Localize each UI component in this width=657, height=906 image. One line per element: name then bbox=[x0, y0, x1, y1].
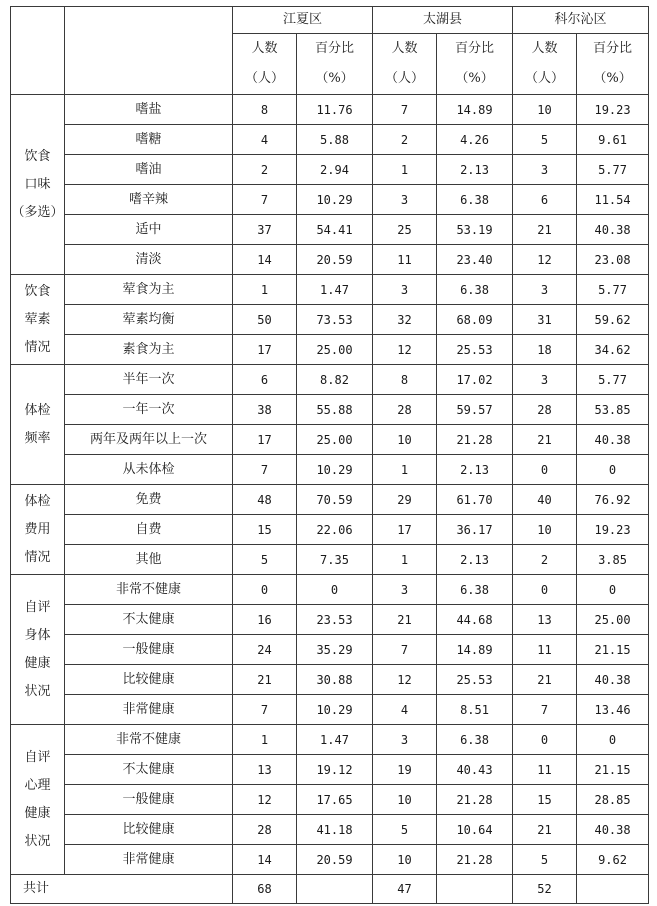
percent-cell: 13.46 bbox=[577, 695, 649, 725]
percent-cell: 5.88 bbox=[297, 125, 373, 155]
count-cell: 3 bbox=[513, 155, 577, 185]
percent-cell: 6.38 bbox=[437, 575, 513, 605]
count-cell: 0 bbox=[233, 575, 297, 605]
percent-cell: 21.28 bbox=[437, 845, 513, 875]
table-row bbox=[11, 215, 649, 245]
row-label: 从未体检 bbox=[65, 455, 233, 485]
count-cell: 40 bbox=[513, 485, 577, 515]
count-cell: 12 bbox=[373, 335, 437, 365]
percent-cell: 53.19 bbox=[437, 215, 513, 245]
total-percent-cell bbox=[437, 875, 513, 904]
count-cell: 5 bbox=[513, 125, 577, 155]
count-cell: 19 bbox=[373, 755, 437, 785]
percent-cell: 44.68 bbox=[437, 605, 513, 635]
percent-cell: 6.38 bbox=[437, 725, 513, 755]
table-row bbox=[11, 695, 649, 725]
percent-cell: 20.59 bbox=[297, 245, 373, 275]
row-label: 一般健康 bbox=[65, 635, 233, 665]
percent-cell: 35.29 bbox=[297, 635, 373, 665]
percent-cell: 21.28 bbox=[437, 785, 513, 815]
percent-cell: 76.92 bbox=[577, 485, 649, 515]
table-row bbox=[11, 185, 649, 215]
count-cell: 0 bbox=[513, 725, 577, 755]
count-cell: 5 bbox=[373, 815, 437, 845]
count-cell: 31 bbox=[513, 305, 577, 335]
percent-cell: 5.77 bbox=[577, 275, 649, 305]
count-cell: 13 bbox=[233, 755, 297, 785]
row-label: 嗜油 bbox=[65, 155, 233, 185]
header-row-regions bbox=[11, 7, 649, 34]
table-row bbox=[11, 95, 649, 125]
category-checkup-cost: 体检 费用 情况 bbox=[11, 485, 65, 575]
percent-cell: 30.88 bbox=[297, 665, 373, 695]
percent-cell: 19.12 bbox=[297, 755, 373, 785]
percent-cell: 17.65 bbox=[297, 785, 373, 815]
percent-cell: 68.09 bbox=[437, 305, 513, 335]
percent-cell: 6.38 bbox=[437, 185, 513, 215]
percent-cell: 21.15 bbox=[577, 755, 649, 785]
count-cell: 5 bbox=[513, 845, 577, 875]
row-label: 其他 bbox=[65, 545, 233, 575]
row-label: 自费 bbox=[65, 515, 233, 545]
count-cell: 6 bbox=[513, 185, 577, 215]
row-label: 非常健康 bbox=[65, 845, 233, 875]
percent-cell: 8.51 bbox=[437, 695, 513, 725]
count-cell: 11 bbox=[373, 245, 437, 275]
percent-cell: 19.23 bbox=[577, 515, 649, 545]
row-label: 比较健康 bbox=[65, 815, 233, 845]
percent-cell: 0 bbox=[577, 455, 649, 485]
table-row bbox=[11, 575, 649, 605]
row-label: 半年一次 bbox=[65, 365, 233, 395]
count-cell: 7 bbox=[373, 635, 437, 665]
region-header-jiangxia: 江夏区 bbox=[233, 7, 373, 34]
percent-cell: 4.26 bbox=[437, 125, 513, 155]
percent-cell: 22.06 bbox=[297, 515, 373, 545]
count-cell: 21 bbox=[513, 425, 577, 455]
count-cell: 3 bbox=[513, 365, 577, 395]
table-row bbox=[11, 485, 649, 515]
percent-cell: 25.00 bbox=[297, 425, 373, 455]
percent-cell: 21.28 bbox=[437, 425, 513, 455]
table-body bbox=[11, 7, 649, 904]
count-cell: 7 bbox=[233, 455, 297, 485]
percent-cell: 0 bbox=[297, 575, 373, 605]
count-cell: 21 bbox=[513, 815, 577, 845]
percent-cell: 20.59 bbox=[297, 845, 373, 875]
percent-cell: 34.62 bbox=[577, 335, 649, 365]
table-row bbox=[11, 635, 649, 665]
count-header: 人数 （人） bbox=[233, 34, 297, 95]
count-cell: 37 bbox=[233, 215, 297, 245]
count-cell: 28 bbox=[233, 815, 297, 845]
table-row bbox=[11, 665, 649, 695]
row-label: 嗜糖 bbox=[65, 125, 233, 155]
count-header: 人数 （人） bbox=[373, 34, 437, 95]
count-cell: 7 bbox=[373, 95, 437, 125]
count-cell: 1 bbox=[233, 275, 297, 305]
count-cell: 13 bbox=[513, 605, 577, 635]
total-label: 共计 bbox=[11, 875, 233, 904]
percent-cell: 53.85 bbox=[577, 395, 649, 425]
percent-cell: 1.47 bbox=[297, 725, 373, 755]
percent-cell: 40.43 bbox=[437, 755, 513, 785]
percent-header: 百分比 （%） bbox=[577, 34, 649, 95]
percent-cell: 2.13 bbox=[437, 155, 513, 185]
percent-cell: 55.88 bbox=[297, 395, 373, 425]
count-cell: 50 bbox=[233, 305, 297, 335]
row-label: 比较健康 bbox=[65, 665, 233, 695]
count-cell: 5 bbox=[233, 545, 297, 575]
count-cell: 10 bbox=[373, 785, 437, 815]
count-cell: 3 bbox=[513, 275, 577, 305]
count-cell: 8 bbox=[373, 365, 437, 395]
row-label: 清淡 bbox=[65, 245, 233, 275]
percent-cell: 0 bbox=[577, 575, 649, 605]
count-cell: 6 bbox=[233, 365, 297, 395]
percent-cell: 0 bbox=[577, 725, 649, 755]
count-cell: 29 bbox=[373, 485, 437, 515]
count-cell: 10 bbox=[513, 95, 577, 125]
corner-cell bbox=[11, 7, 65, 95]
row-label: 嗜盐 bbox=[65, 95, 233, 125]
region-header-horqin: 科尔沁区 bbox=[513, 7, 649, 34]
table-row bbox=[11, 815, 649, 845]
table-row bbox=[11, 155, 649, 185]
statistics-table bbox=[10, 6, 649, 904]
count-cell: 10 bbox=[373, 845, 437, 875]
row-label: 免费 bbox=[65, 485, 233, 515]
count-cell: 12 bbox=[373, 665, 437, 695]
region-header-taihu: 太湖县 bbox=[373, 7, 513, 34]
count-cell: 0 bbox=[513, 575, 577, 605]
table-row bbox=[11, 755, 649, 785]
percent-cell: 14.89 bbox=[437, 95, 513, 125]
count-cell: 2 bbox=[233, 155, 297, 185]
count-cell: 18 bbox=[513, 335, 577, 365]
total-row bbox=[11, 875, 649, 904]
percent-cell: 70.59 bbox=[297, 485, 373, 515]
row-label: 一年一次 bbox=[65, 395, 233, 425]
percent-cell: 7.35 bbox=[297, 545, 373, 575]
count-cell: 21 bbox=[373, 605, 437, 635]
count-cell: 2 bbox=[373, 125, 437, 155]
row-label: 一般健康 bbox=[65, 785, 233, 815]
corner-cell-label bbox=[65, 7, 233, 95]
count-cell: 12 bbox=[513, 245, 577, 275]
count-header: 人数 （人） bbox=[513, 34, 577, 95]
count-cell: 3 bbox=[373, 575, 437, 605]
count-cell: 38 bbox=[233, 395, 297, 425]
percent-cell: 73.53 bbox=[297, 305, 373, 335]
table-row bbox=[11, 365, 649, 395]
count-cell: 24 bbox=[233, 635, 297, 665]
count-cell: 17 bbox=[233, 425, 297, 455]
count-cell: 17 bbox=[233, 335, 297, 365]
percent-cell: 17.02 bbox=[437, 365, 513, 395]
count-cell: 8 bbox=[233, 95, 297, 125]
table-row bbox=[11, 425, 649, 455]
count-cell: 7 bbox=[233, 695, 297, 725]
table-row bbox=[11, 545, 649, 575]
percent-cell: 23.08 bbox=[577, 245, 649, 275]
table-row bbox=[11, 245, 649, 275]
percent-cell: 2.13 bbox=[437, 455, 513, 485]
count-cell: 21 bbox=[513, 665, 577, 695]
percent-cell: 5.77 bbox=[577, 365, 649, 395]
count-cell: 16 bbox=[233, 605, 297, 635]
row-label: 适中 bbox=[65, 215, 233, 245]
percent-cell: 10.64 bbox=[437, 815, 513, 845]
count-cell: 3 bbox=[373, 725, 437, 755]
percent-cell: 14.89 bbox=[437, 635, 513, 665]
count-cell: 21 bbox=[233, 665, 297, 695]
table-row bbox=[11, 305, 649, 335]
count-cell: 11 bbox=[513, 755, 577, 785]
count-cell: 28 bbox=[373, 395, 437, 425]
row-label: 荤食为主 bbox=[65, 275, 233, 305]
table-row bbox=[11, 455, 649, 485]
count-cell: 1 bbox=[233, 725, 297, 755]
percent-cell: 61.70 bbox=[437, 485, 513, 515]
category-diet-taste: 饮食 口味 （多选） bbox=[11, 95, 65, 275]
category-diet-meat-veg: 饮食 荤素 情况 bbox=[11, 275, 65, 365]
row-label: 嗜辛辣 bbox=[65, 185, 233, 215]
count-cell: 12 bbox=[233, 785, 297, 815]
total-count-cell: 68 bbox=[233, 875, 297, 904]
percent-cell: 2.13 bbox=[437, 545, 513, 575]
count-cell: 1 bbox=[373, 455, 437, 485]
table-row bbox=[11, 605, 649, 635]
count-cell: 17 bbox=[373, 515, 437, 545]
table-row bbox=[11, 395, 649, 425]
percent-cell: 23.40 bbox=[437, 245, 513, 275]
percent-header: 百分比 （%） bbox=[297, 34, 373, 95]
category-self-rated-mental-health: 自评 心理 健康 状况 bbox=[11, 725, 65, 875]
percent-cell: 23.53 bbox=[297, 605, 373, 635]
count-cell: 1 bbox=[373, 155, 437, 185]
count-cell: 28 bbox=[513, 395, 577, 425]
row-label: 两年及两年以上一次 bbox=[65, 425, 233, 455]
row-label: 非常健康 bbox=[65, 695, 233, 725]
count-cell: 25 bbox=[373, 215, 437, 245]
count-cell: 4 bbox=[373, 695, 437, 725]
row-label: 不太健康 bbox=[65, 605, 233, 635]
row-label: 非常不健康 bbox=[65, 725, 233, 755]
percent-cell: 59.62 bbox=[577, 305, 649, 335]
count-cell: 0 bbox=[513, 455, 577, 485]
percent-cell: 40.38 bbox=[577, 215, 649, 245]
table-row bbox=[11, 725, 649, 755]
percent-cell: 9.61 bbox=[577, 125, 649, 155]
count-cell: 2 bbox=[513, 545, 577, 575]
percent-cell: 41.18 bbox=[297, 815, 373, 845]
percent-cell: 1.47 bbox=[297, 275, 373, 305]
table-row bbox=[11, 335, 649, 365]
percent-cell: 19.23 bbox=[577, 95, 649, 125]
percent-cell: 10.29 bbox=[297, 455, 373, 485]
percent-cell: 59.57 bbox=[437, 395, 513, 425]
percent-cell: 3.85 bbox=[577, 545, 649, 575]
percent-cell: 10.29 bbox=[297, 185, 373, 215]
total-percent-cell bbox=[577, 875, 649, 904]
count-cell: 4 bbox=[233, 125, 297, 155]
percent-cell: 5.77 bbox=[577, 155, 649, 185]
table-row bbox=[11, 515, 649, 545]
count-cell: 14 bbox=[233, 845, 297, 875]
table-row bbox=[11, 125, 649, 155]
count-cell: 21 bbox=[513, 215, 577, 245]
percent-cell: 2.94 bbox=[297, 155, 373, 185]
count-cell: 3 bbox=[373, 185, 437, 215]
percent-cell: 9.62 bbox=[577, 845, 649, 875]
count-cell: 11 bbox=[513, 635, 577, 665]
percent-cell: 25.53 bbox=[437, 665, 513, 695]
count-cell: 48 bbox=[233, 485, 297, 515]
row-label: 素食为主 bbox=[65, 335, 233, 365]
total-count-cell: 52 bbox=[513, 875, 577, 904]
percent-cell: 28.85 bbox=[577, 785, 649, 815]
table-row bbox=[11, 845, 649, 875]
count-cell: 32 bbox=[373, 305, 437, 335]
count-cell: 14 bbox=[233, 245, 297, 275]
percent-cell: 8.82 bbox=[297, 365, 373, 395]
count-cell: 7 bbox=[233, 185, 297, 215]
count-cell: 7 bbox=[513, 695, 577, 725]
row-label: 不太健康 bbox=[65, 755, 233, 785]
percent-cell: 10.29 bbox=[297, 695, 373, 725]
percent-cell: 11.76 bbox=[297, 95, 373, 125]
category-checkup-frequency: 体检 频率 bbox=[11, 365, 65, 485]
count-cell: 10 bbox=[513, 515, 577, 545]
row-label: 非常不健康 bbox=[65, 575, 233, 605]
table-row bbox=[11, 275, 649, 305]
percent-cell: 36.17 bbox=[437, 515, 513, 545]
count-cell: 15 bbox=[233, 515, 297, 545]
count-cell: 3 bbox=[373, 275, 437, 305]
percent-cell: 25.53 bbox=[437, 335, 513, 365]
count-cell: 15 bbox=[513, 785, 577, 815]
percent-cell: 6.38 bbox=[437, 275, 513, 305]
row-label: 荤素均衡 bbox=[65, 305, 233, 335]
percent-cell: 11.54 bbox=[577, 185, 649, 215]
total-percent-cell bbox=[297, 875, 373, 904]
percent-cell: 25.00 bbox=[577, 605, 649, 635]
percent-cell: 40.38 bbox=[577, 425, 649, 455]
percent-cell: 25.00 bbox=[297, 335, 373, 365]
percent-cell: 40.38 bbox=[577, 665, 649, 695]
table-row bbox=[11, 785, 649, 815]
count-cell: 1 bbox=[373, 545, 437, 575]
category-self-rated-physical-health: 自评 身体 健康 状况 bbox=[11, 575, 65, 725]
total-count-cell: 47 bbox=[373, 875, 437, 904]
percent-cell: 54.41 bbox=[297, 215, 373, 245]
count-cell: 10 bbox=[373, 425, 437, 455]
percent-header: 百分比 （%） bbox=[437, 34, 513, 95]
percent-cell: 21.15 bbox=[577, 635, 649, 665]
percent-cell: 40.38 bbox=[577, 815, 649, 845]
